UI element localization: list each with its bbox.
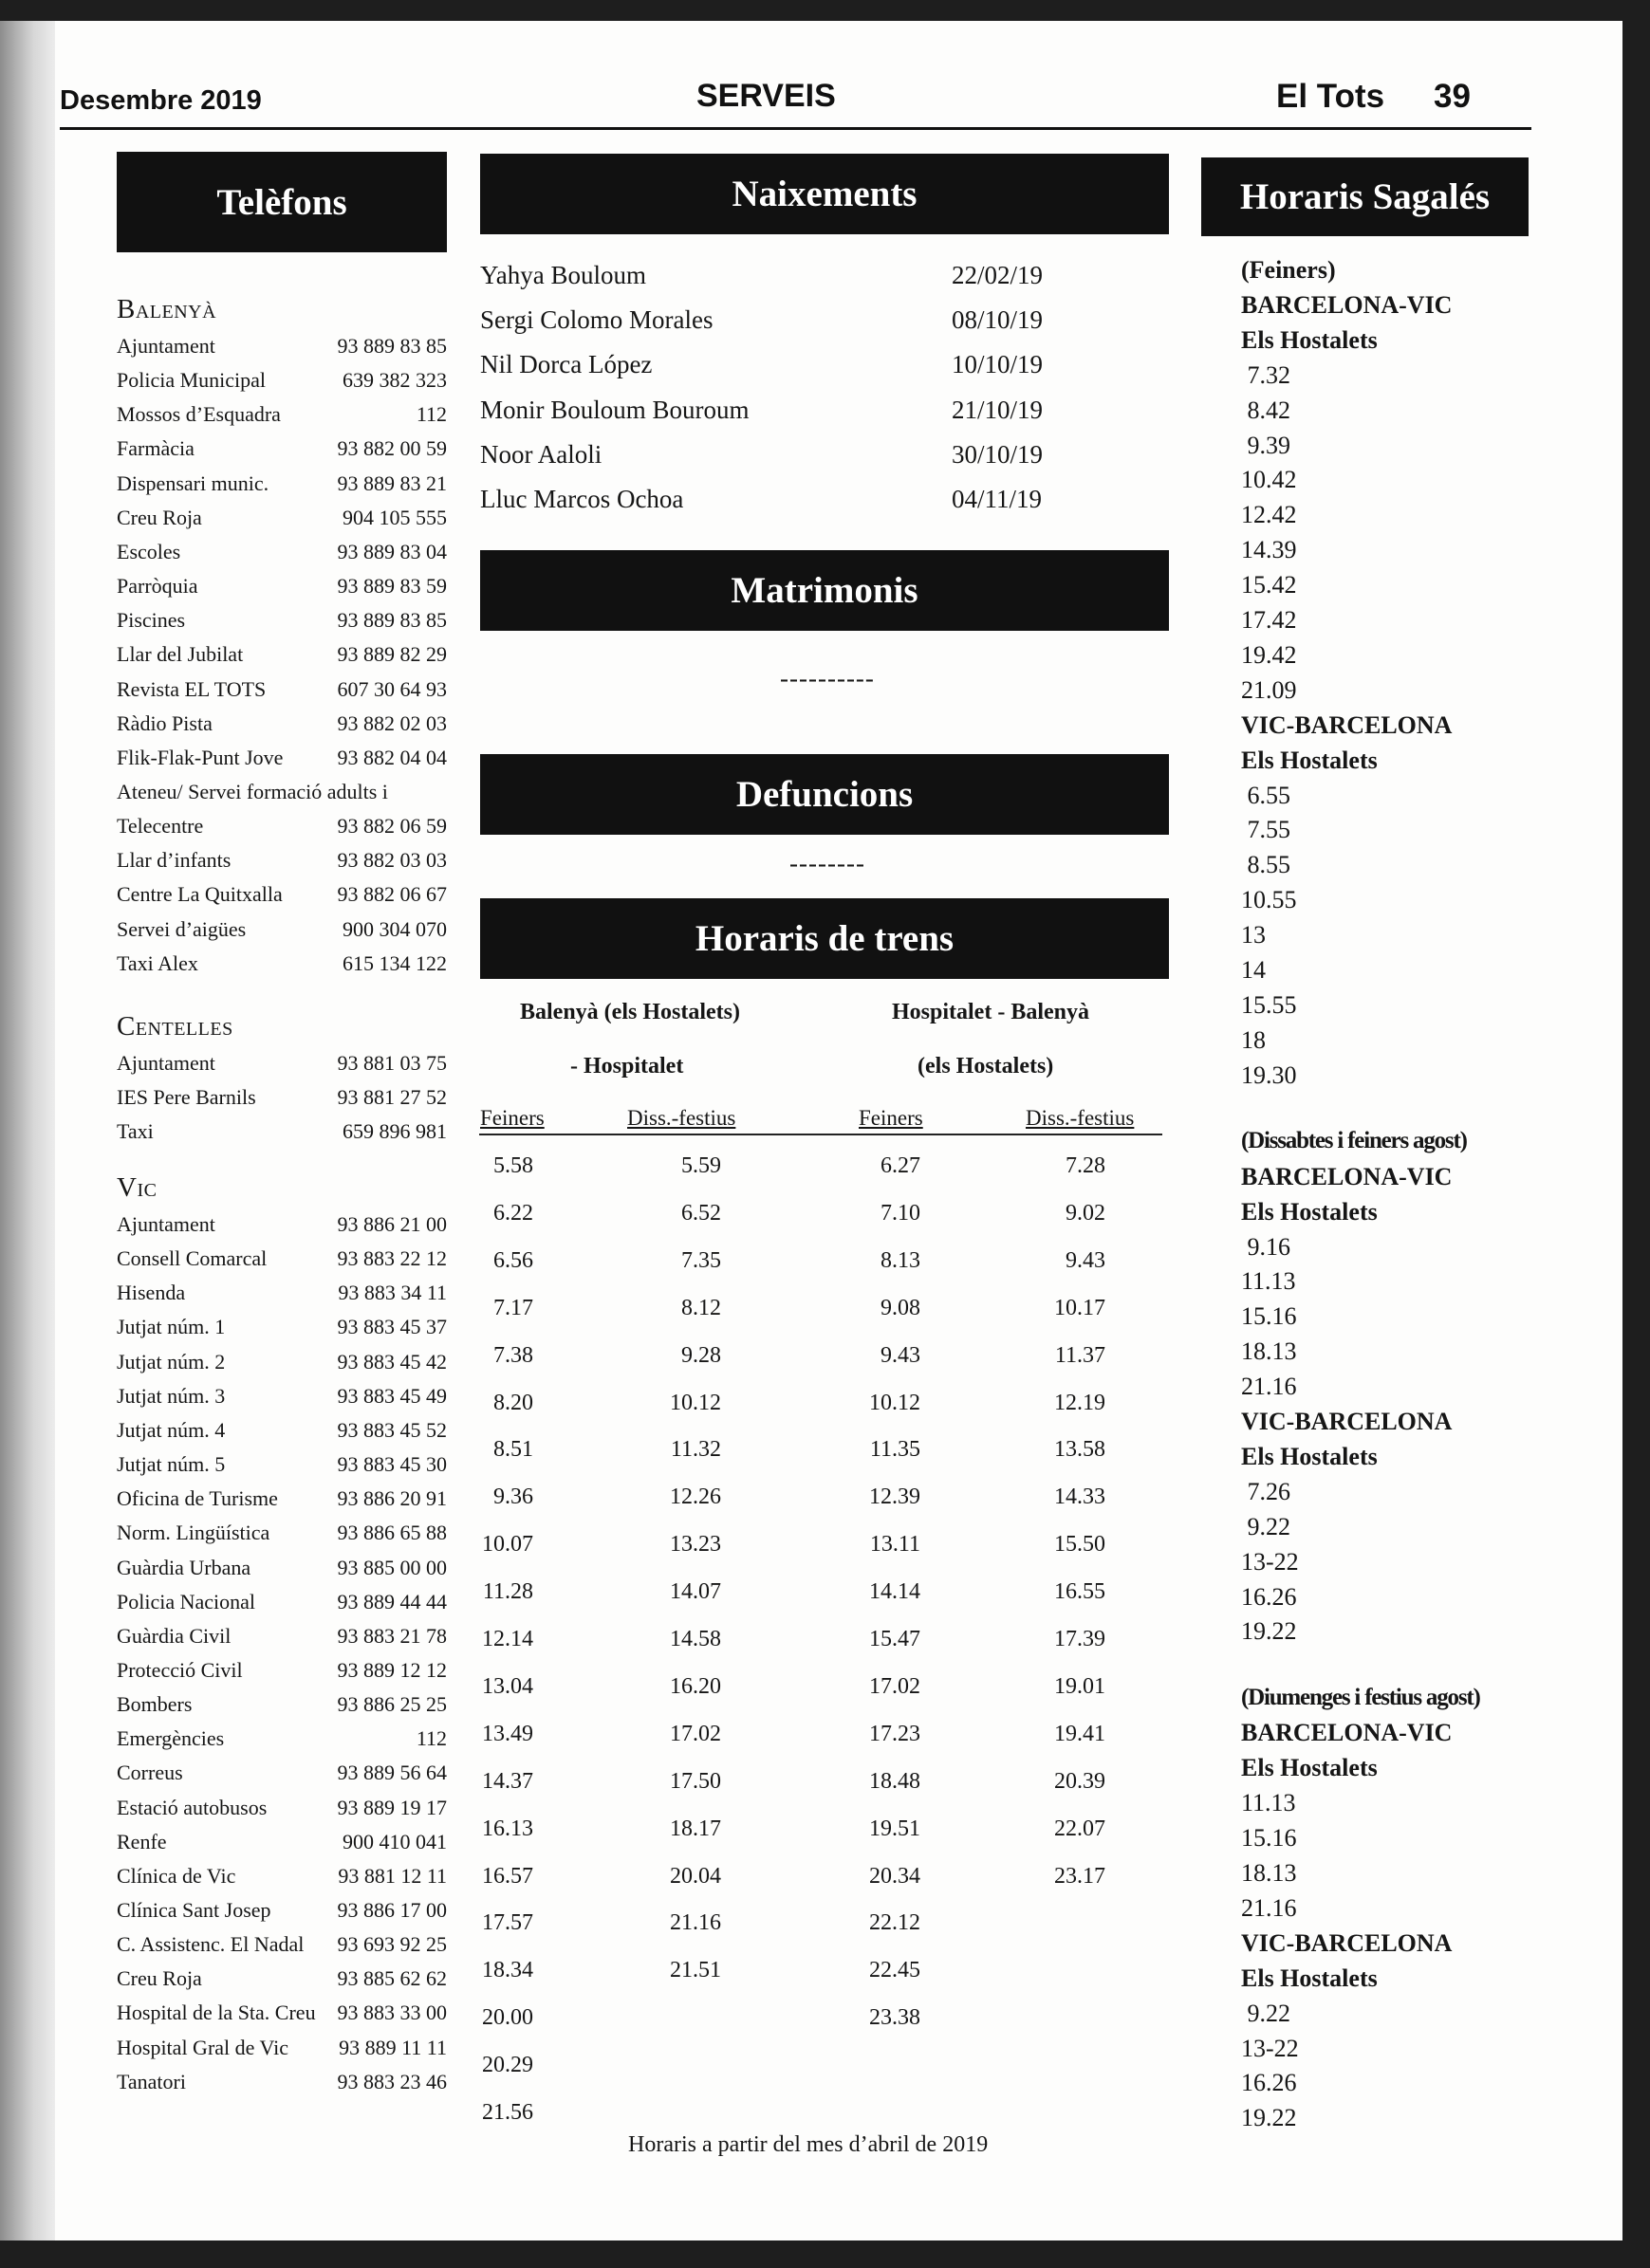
phone-entry-number: 93 693 92 25: [337, 1932, 447, 1957]
train-time: 22.45: [869, 1958, 920, 1983]
phone-entry-number: 904 105 555: [343, 505, 447, 529]
phone-entry-number: 93 882 00 59: [337, 436, 447, 461]
birth-date: 04/11/19: [952, 485, 1043, 513]
train-time: 20.39: [1054, 1768, 1105, 1794]
sagales-heading: Els Hostalets: [1241, 1754, 1378, 1782]
phone-entry-name: Hospital Gral de Vic: [117, 2035, 288, 2059]
sagales-time: 11.13: [1241, 1789, 1296, 1817]
sagales-heading: BARCELONA-VIC: [1241, 290, 1453, 319]
train-time: 14.37: [482, 1768, 533, 1794]
phone-entry-name: Hisenda: [117, 1281, 186, 1305]
train-time: 9.43: [881, 1342, 920, 1368]
train-time: 20.34: [869, 1863, 920, 1889]
phone-entry-number: 900 304 070: [343, 916, 447, 941]
phone-entry-name: Guàrdia Civil: [117, 1623, 232, 1648]
sagales-time: 7.55: [1241, 816, 1290, 844]
header-date: Desembre 2019: [60, 85, 262, 116]
birth-name: Yahya Bouloum: [480, 261, 647, 289]
train-time: 8.20: [493, 1390, 533, 1415]
train-time: 7.17: [493, 1295, 533, 1320]
train-time: 17.23: [869, 1721, 920, 1746]
phone-entry-name: Norm. Lingüística: [117, 1521, 270, 1545]
sagales-time: 9.39: [1241, 431, 1290, 459]
train-time: 21.56: [482, 2100, 533, 2125]
train-time: 18.48: [869, 1768, 920, 1794]
train-time: 19.01: [1054, 1673, 1105, 1699]
sagales-time: 12.42: [1241, 501, 1297, 529]
train-time: 19.41: [1054, 1721, 1105, 1746]
birth-date: 30/10/19: [952, 439, 1044, 469]
train-time: 5.58: [493, 1153, 533, 1178]
phone-entry-name: Ràdio Pista: [117, 710, 213, 735]
naixements-title: Naixements: [480, 154, 1169, 234]
train-time: 13.23: [670, 1532, 721, 1558]
phone-entry-number: 93 881 27 52: [337, 1085, 447, 1110]
train-header-rule: [479, 1134, 1162, 1135]
train-time: 10.12: [670, 1390, 721, 1415]
page-edge: [0, 21, 55, 2240]
phone-entry-number: 93 882 06 67: [337, 882, 447, 907]
sagales-heading: Els Hostalets: [1241, 1964, 1378, 1992]
train-time: 12.19: [1054, 1390, 1105, 1415]
train-time: 7.38: [493, 1342, 533, 1368]
sagales-heading: (Feiners): [1241, 256, 1336, 284]
sagales-time: 19.22: [1241, 1617, 1297, 1646]
phone-entry-name: Jutjat núm. 5: [117, 1452, 226, 1477]
phone-entry-number: 112: [416, 402, 447, 427]
phone-entry-number: 900 410 041: [343, 1829, 447, 1853]
train-time: 9.08: [881, 1295, 920, 1320]
sagales-time: 8.42: [1241, 396, 1290, 424]
phone-entry-name: Renfe: [117, 1829, 167, 1853]
phone-entry-name: Ajuntament: [117, 1051, 215, 1075]
matrimonis-content: ----------: [780, 664, 875, 692]
phone-entry-name: Jutjat núm. 1: [117, 1315, 226, 1339]
birth-date: 22/02/19: [952, 261, 1044, 289]
trens-dir2-line2: (els Hostalets): [918, 1054, 1054, 1079]
sagales-time: 9.16: [1241, 1232, 1290, 1261]
phone-entry-name: Escoles: [117, 539, 181, 563]
train-time: 17.50: [670, 1768, 721, 1794]
sagales-title: Horaris Sagalés: [1201, 157, 1529, 236]
train-time: 8.51: [493, 1437, 533, 1463]
phone-entry-name: Farmàcia: [117, 436, 195, 461]
train-time: 13.49: [482, 1721, 533, 1746]
sagales-time: 13-22: [1241, 1547, 1299, 1576]
trens-dir2-line1: Hospitalet - Balenyà: [892, 1000, 1089, 1024]
train-time: 6.56: [493, 1247, 533, 1273]
phone-entry-name: Clínica Sant Josep: [117, 1898, 271, 1922]
phone-entry-name: Ajuntament: [117, 334, 215, 358]
sagales-heading: VIC-BARCELONA: [1241, 1928, 1453, 1957]
phone-entry-number: 93 882 03 03: [337, 848, 447, 873]
sagales-time: 14.39: [1241, 536, 1297, 564]
phone-entry-number: 93 889 82 29: [337, 642, 447, 667]
phone-entry-number: 93 881 12 11: [338, 1863, 447, 1888]
phone-entry-number: 93 881 03 75: [337, 1051, 447, 1075]
sagales-time: 18.13: [1241, 1337, 1297, 1366]
train-time: 7.10: [881, 1200, 920, 1226]
trens-note: Horaris a partir del mes d’abril de 2019: [628, 2132, 989, 2157]
phone-entry-name: Bombers: [117, 1692, 193, 1717]
phone-entry-number: 93 882 02 03: [337, 710, 447, 735]
sagales-time: 18: [1241, 1025, 1266, 1054]
phone-entry-name: Parròquia: [117, 574, 198, 599]
sagales-time: 6.55: [1241, 781, 1290, 809]
phone-entry-name: Ajuntament: [117, 1212, 215, 1236]
phone-entry-name: Oficina de Turisme: [117, 1486, 278, 1511]
sagales-time: 15.16: [1241, 1824, 1297, 1853]
train-time: 22.07: [1054, 1816, 1105, 1841]
train-time: 15.50: [1054, 1532, 1105, 1558]
train-time: 22.12: [869, 1910, 920, 1936]
phone-entry-name: Guàrdia Urbana: [117, 1555, 251, 1579]
phone-entry-name: Creu Roja: [117, 1966, 202, 1991]
sagales-heading: Els Hostalets: [1241, 746, 1378, 774]
phone-entry-name: Taxi: [117, 1119, 154, 1144]
birth-name: Noor Aaloli: [480, 439, 603, 469]
phone-entry-number: 93 889 44 44: [337, 1589, 447, 1613]
train-time: 6.27: [881, 1153, 920, 1178]
phone-entry-number: 93 889 83 85: [337, 608, 447, 633]
birth-date: 21/10/19: [952, 395, 1044, 424]
sagales-heading: (Diumenges i festius agost): [1241, 1684, 1480, 1710]
header-section: SERVEIS: [696, 78, 836, 114]
train-time: 23.38: [869, 2005, 920, 2031]
phone-entry-number: 93 889 56 64: [337, 1761, 447, 1785]
train-time: 8.12: [681, 1295, 721, 1320]
train-time: 10.12: [869, 1390, 920, 1415]
sagales-heading: (Dissabtes i feiners agost): [1241, 1127, 1467, 1153]
train-time: 21.51: [670, 1958, 721, 1983]
train-time: 9.43: [1066, 1247, 1105, 1273]
train-time: 10.07: [482, 1532, 533, 1558]
sagales-time: 15.16: [1241, 1302, 1297, 1331]
phone-entry-name: Hospital de la Sta. Creu: [117, 2001, 316, 2025]
phone-entry-number: 93 889 83 21: [337, 470, 447, 495]
phone-entry-name: Emergències: [117, 1726, 225, 1751]
train-time: 14.58: [670, 1627, 721, 1651]
sagales-time: 18.13: [1241, 1859, 1297, 1888]
sagales-time: 7.32: [1241, 360, 1290, 389]
phone-entry-name: Policia Nacional: [117, 1589, 256, 1613]
sagales-time: 21.09: [1241, 675, 1297, 704]
telefons-title: Telèfons: [117, 152, 447, 252]
phone-entry-name: Telecentre: [117, 814, 204, 839]
birth-date: 08/10/19: [952, 305, 1044, 335]
col-feiners-1: Feiners: [480, 1106, 545, 1130]
header-rule: [60, 127, 1531, 130]
trens-dir1-line1: Balenyà (els Hostalets): [520, 1000, 740, 1024]
city-heading-vic: Vic: [117, 1172, 158, 1203]
header-publication: El Tots: [1276, 78, 1385, 115]
train-time: 17.57: [482, 1910, 533, 1936]
phone-entry-number: 607 30 64 93: [337, 676, 447, 701]
sagales-time: 21.16: [1241, 1373, 1297, 1401]
sagales-time: 15.42: [1241, 571, 1297, 599]
sagales-time: 21.16: [1241, 1893, 1297, 1922]
train-time: 11.35: [869, 1437, 920, 1463]
phone-entry-number: 615 134 122: [343, 950, 447, 975]
sagales-time: 17.42: [1241, 606, 1297, 634]
phone-entry-number: 93 889 83 85: [337, 334, 447, 358]
sagales-time: 9.22: [1241, 1999, 1290, 2027]
train-time: 16.13: [482, 1816, 533, 1841]
phone-entry-name: Llar del Jubilat: [117, 642, 244, 667]
phone-entry-number: 93 885 00 00: [337, 1555, 447, 1579]
train-time: 21.16: [670, 1910, 721, 1936]
sagales-time: 7.26: [1241, 1477, 1290, 1505]
phone-entry-number: 93 883 33 00: [337, 2001, 447, 2025]
train-time: 8.13: [881, 1247, 920, 1273]
train-time: 7.28: [1066, 1153, 1105, 1178]
train-time: 17.39: [1054, 1627, 1105, 1651]
matrimonis-title: Matrimonis: [480, 550, 1169, 631]
birth-name: Monir Bouloum Bouroum: [480, 395, 750, 424]
train-time: 20.29: [482, 2053, 533, 2078]
sagales-time: 13-22: [1241, 2034, 1299, 2062]
phone-entry-name: Dispensari munic.: [117, 470, 269, 495]
phone-entry-number: 639 382 323: [343, 368, 447, 393]
phone-entry-number: 93 883 45 30: [337, 1452, 447, 1477]
phone-entry-number: 93 882 04 04: [337, 745, 447, 769]
phone-entry-number: 93 889 19 17: [337, 1795, 447, 1819]
train-time: 13.58: [1054, 1437, 1105, 1463]
train-time: 13.04: [482, 1673, 533, 1699]
phone-entry-name: Llar d’infants: [117, 848, 232, 873]
phone-entry-number: 93 889 11 11: [339, 2035, 447, 2059]
city-heading-balenyà: Balenyà: [117, 294, 217, 324]
sagales-heading: Els Hostalets: [1241, 1442, 1378, 1470]
phone-entry-number: 93 886 17 00: [337, 1898, 447, 1922]
train-time: 18.17: [670, 1816, 721, 1841]
phone-entry-number: 93 883 34 11: [338, 1281, 447, 1305]
sagales-time: 19.22: [1241, 2104, 1297, 2132]
phone-entry-number: 93 883 23 46: [337, 2069, 447, 2093]
sagales-heading: BARCELONA-VIC: [1241, 1162, 1453, 1190]
phone-entry-number: 93 886 21 00: [337, 1212, 447, 1236]
train-time: 16.57: [482, 1863, 533, 1889]
phone-entry-name: Revista EL TOTS: [117, 676, 267, 701]
train-time: 16.55: [1054, 1579, 1105, 1605]
sagales-heading: VIC-BARCELONA: [1241, 710, 1453, 739]
phone-entry-name: C. Assistenc. El Nadal: [117, 1932, 305, 1957]
train-time: 12.39: [869, 1484, 920, 1510]
train-time: 17.02: [869, 1673, 920, 1699]
sagales-time: 10.42: [1241, 466, 1297, 494]
phone-entry-name: Clínica de Vic: [117, 1863, 236, 1888]
train-time: 23.17: [1054, 1863, 1105, 1889]
train-time: 11.37: [1054, 1342, 1105, 1368]
col-festius-2: Diss.-festius: [1026, 1106, 1135, 1130]
phone-entry-number: 93 889 12 12: [337, 1657, 447, 1682]
train-time: 18.34: [482, 1958, 533, 1983]
birth-name: Lluc Marcos Ochoa: [480, 485, 684, 513]
train-time: 11.32: [670, 1437, 721, 1463]
phone-entry-name: Policia Municipal: [117, 368, 267, 393]
sagales-time: 11.13: [1241, 1267, 1296, 1296]
sagales-time: 8.55: [1241, 851, 1290, 879]
defuncions-content: --------: [789, 849, 865, 877]
phone-entry-name: Centre La Quitxalla: [117, 882, 283, 907]
sagales-time: 14: [1241, 956, 1266, 984]
train-time: 11.28: [482, 1579, 533, 1605]
phone-entry-name: Jutjat núm. 2: [117, 1349, 226, 1374]
birth-name: Nil Dorca López: [480, 350, 653, 379]
phone-entry-name: Jutjat núm. 4: [117, 1417, 226, 1442]
train-time: 17.02: [670, 1721, 721, 1746]
phone-entry-name: Estació autobusos: [117, 1795, 268, 1819]
phone-entry-name: Creu Roja: [117, 505, 202, 529]
sagales-heading: Els Hostalets: [1241, 1197, 1378, 1226]
trens-title: Horaris de trens: [480, 898, 1169, 979]
phone-entry-number: 93 886 20 91: [337, 1486, 447, 1511]
train-time: 20.00: [482, 2005, 533, 2031]
phone-entry-name: Consell Comarcal: [117, 1246, 268, 1271]
sagales-time: 13: [1241, 921, 1266, 950]
train-time: 7.35: [681, 1247, 721, 1273]
phone-entry-name: Piscines: [117, 608, 186, 633]
col-feiners-2: Feiners: [859, 1106, 923, 1130]
sagales-time: 10.55: [1241, 886, 1297, 914]
train-time: 14.33: [1054, 1484, 1105, 1510]
train-time: 9.28: [681, 1342, 721, 1368]
phone-entry-number: 93 883 21 78: [337, 1623, 447, 1648]
phone-entry-number: 93 883 45 52: [337, 1417, 447, 1442]
sagales-heading: VIC-BARCELONA: [1241, 1408, 1453, 1435]
birth-name: Sergi Colomo Morales: [480, 305, 714, 335]
trens-dir1-line2: - Hospitalet: [570, 1054, 684, 1079]
phone-entry-name: Flik-Flak-Punt Jove: [117, 745, 284, 769]
defuncions-title: Defuncions: [480, 754, 1169, 835]
sagales-heading: BARCELONA-VIC: [1241, 1719, 1453, 1747]
train-time: 9.36: [493, 1484, 533, 1510]
phone-entry-number: 93 882 06 59: [337, 814, 447, 839]
phone-entry-number: 93 883 45 37: [337, 1315, 447, 1339]
train-time: 6.52: [681, 1200, 721, 1226]
sagales-time: 19.30: [1241, 1060, 1297, 1089]
sagales-time: 16.26: [1241, 1582, 1297, 1611]
train-time: 13.11: [869, 1532, 920, 1558]
sagales-time: 9.22: [1241, 1512, 1290, 1540]
sagales-time: 15.55: [1241, 990, 1297, 1019]
col-festius-1: Diss.-festius: [627, 1106, 736, 1130]
phone-entry-number: 659 896 981: [343, 1119, 447, 1144]
sagales-heading: Els Hostalets: [1241, 325, 1378, 354]
phone-entry-number: 93 883 45 49: [337, 1383, 447, 1408]
sagales-time: 19.42: [1241, 640, 1297, 669]
train-time: 19.51: [869, 1816, 920, 1841]
phone-entry-name: Mossos d’Esquadra: [117, 402, 281, 427]
page-number: 39: [1434, 78, 1471, 115]
phone-entry-number: 112: [416, 1726, 447, 1751]
city-heading-centelles: Centelles: [117, 1011, 233, 1042]
train-time: 14.07: [670, 1579, 721, 1605]
train-time: 15.47: [869, 1627, 920, 1651]
train-time: 5.59: [681, 1153, 721, 1178]
phone-entry-name: IES Pere Barnils: [117, 1085, 256, 1110]
train-time: 20.04: [670, 1863, 721, 1889]
train-time: 6.22: [493, 1200, 533, 1226]
train-time: 12.14: [482, 1627, 533, 1651]
phone-entry-name: Protecció Civil: [117, 1657, 243, 1682]
phone-entry-name: Ateneu/ Servei formació adults i: [117, 779, 388, 803]
phone-entry-name: Tanatori: [117, 2069, 186, 2093]
phone-entry-number: 93 889 83 04: [337, 539, 447, 563]
phone-entry-number: 93 885 62 62: [337, 1966, 447, 1991]
phone-entry-name: Servei d’aigües: [117, 916, 247, 941]
birth-date: 10/10/19: [952, 350, 1044, 379]
phone-entry-name: Jutjat núm. 3: [117, 1383, 226, 1408]
phone-entry-number: 93 886 65 88: [337, 1521, 447, 1545]
phone-entry-name: Correus: [117, 1761, 183, 1785]
phone-entry-number: 93 883 22 12: [337, 1246, 447, 1271]
train-time: 9.02: [1066, 1200, 1105, 1226]
sagales-time: 16.26: [1241, 2069, 1297, 2097]
train-time: 10.17: [1054, 1295, 1105, 1320]
phone-entry-number: 93 886 25 25: [337, 1692, 447, 1717]
phone-entry-number: 93 883 45 42: [337, 1349, 447, 1374]
phone-entry-name: Taxi Alex: [117, 950, 198, 975]
train-time: 14.14: [869, 1579, 920, 1605]
train-time: 12.26: [670, 1484, 721, 1510]
train-time: 16.20: [670, 1673, 721, 1699]
phone-entry-number: 93 889 83 59: [337, 574, 447, 599]
